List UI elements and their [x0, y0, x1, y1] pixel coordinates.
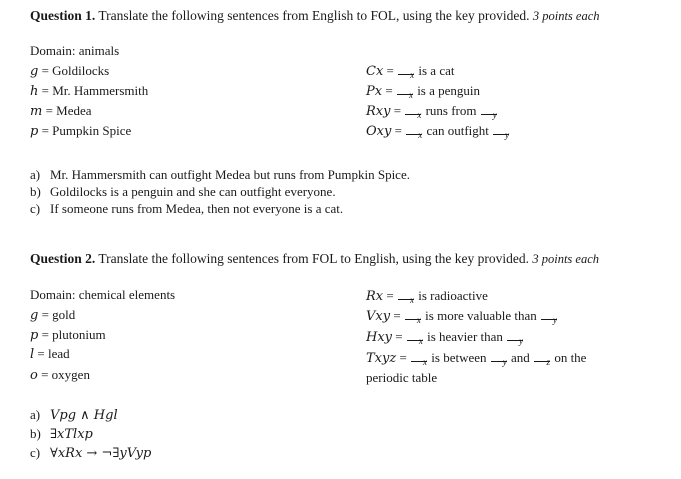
- q1-title: [30, 8, 600, 24]
- q2-item-b: [30, 426, 93, 442]
- q2-title: [30, 251, 599, 267]
- predicate-text: is between: [431, 350, 487, 365]
- q2-predicate-r: [366, 288, 488, 304]
- item-marker: b): [30, 184, 41, 199]
- q1-predicate-c: [366, 63, 454, 79]
- constant-name: Mr. Hammersmith: [52, 83, 149, 98]
- predicate-symbol: Cx: [366, 64, 384, 79]
- predicate-text: runs from: [425, 103, 477, 118]
- item-marker: c): [30, 445, 41, 460]
- q1-domain: Domain: animals: [30, 43, 120, 58]
- constant-name: lead: [48, 346, 70, 361]
- equals-sign: =: [45, 103, 53, 118]
- blank-variable: x: [423, 357, 428, 367]
- equals-sign: =: [393, 103, 402, 118]
- item-marker: a): [30, 167, 41, 182]
- q2-predicate-h: [366, 329, 524, 345]
- predicate-symbol: Oxy: [366, 124, 392, 139]
- equals-sign: =: [41, 367, 49, 382]
- predicate-symbol: Px: [366, 84, 383, 99]
- q1-constant-h: [30, 83, 148, 99]
- constant-name: plutonium: [52, 327, 106, 342]
- item-marker: a): [30, 407, 41, 422]
- predicate-text: is radioactive: [418, 288, 488, 303]
- blank-variable: x: [418, 336, 423, 346]
- constant-symbol: g: [30, 64, 39, 79]
- blank-variable: y: [552, 315, 557, 325]
- item-formula: Vpg ∧ Hgl: [50, 408, 118, 423]
- predicate-text: is a penguin: [417, 83, 481, 98]
- equals-sign: =: [41, 327, 49, 342]
- q2-label: Question 2.: [30, 251, 96, 266]
- constant-symbol: l: [30, 347, 35, 362]
- blank-slot: [507, 331, 524, 346]
- q1-constant-m: [30, 103, 92, 119]
- item-text: If someone runs from Medea, then not everyone is a cat.: [50, 201, 344, 216]
- predicate-text: is more valuable than: [425, 308, 537, 323]
- predicate-symbol: Txyz: [366, 351, 397, 366]
- blank-variable: x: [409, 295, 414, 305]
- q1-points: 3 points each: [532, 9, 600, 23]
- predicate-text: can outfight: [426, 123, 489, 138]
- predicate-symbol: Hxy: [366, 330, 393, 345]
- blank-slot: [405, 105, 422, 120]
- item-marker: c): [30, 201, 41, 216]
- q2-domain: Domain: chemical elements: [30, 287, 176, 302]
- q1-constant-p: [30, 123, 131, 139]
- constant-symbol: m: [30, 104, 43, 119]
- equals-sign: =: [41, 63, 49, 78]
- item-text: Goldilocks is a penguin and she can outfight everyone.: [50, 184, 336, 199]
- equals-sign: =: [386, 63, 394, 78]
- equals-sign: =: [41, 83, 49, 98]
- q2-predicate-t: [366, 350, 586, 366]
- q2-constant-g: [30, 307, 75, 323]
- blank-slot: [406, 125, 423, 140]
- blank-slot: [405, 310, 421, 325]
- blank-slot: [397, 85, 413, 100]
- q1-predicate-p: [366, 83, 480, 99]
- constant-name: gold: [52, 307, 76, 322]
- blank-variable: x: [416, 315, 421, 325]
- blank-variable: y: [492, 110, 497, 120]
- predicate-symbol: Vxy: [366, 309, 391, 324]
- equals-sign: =: [385, 83, 393, 98]
- q1-item-b: [30, 184, 336, 200]
- predicate-text: is heavier than: [427, 329, 503, 344]
- q2-constant-o: [30, 367, 90, 383]
- blank-slot: [541, 310, 557, 325]
- blank-slot: [481, 105, 497, 120]
- predicate-text: and: [511, 350, 530, 365]
- blank-variable: y: [505, 130, 510, 140]
- item-text: Mr. Hammersmith can outfight Medea but runs from Pumpkin Spice.: [50, 167, 410, 182]
- constant-symbol: p: [30, 328, 39, 343]
- q2-constant-l: [30, 346, 70, 362]
- q2-predicate-v: [366, 308, 558, 324]
- equals-sign: =: [399, 350, 407, 365]
- constant-symbol: h: [30, 84, 39, 99]
- equals-sign: =: [41, 123, 49, 138]
- constant-symbol: o: [30, 368, 38, 383]
- q1-item-a: [30, 167, 410, 183]
- item-marker: b): [30, 426, 41, 441]
- equals-sign: =: [41, 307, 49, 322]
- blank-variable: y: [502, 357, 507, 367]
- constant-name: Medea: [56, 103, 92, 118]
- constant-symbol: p: [30, 124, 39, 139]
- blank-variable: x: [410, 70, 415, 80]
- blank-slot: [398, 65, 415, 80]
- equals-sign: =: [37, 346, 45, 361]
- constant-name: Goldilocks: [52, 63, 110, 78]
- blank-variable: x: [418, 130, 423, 140]
- constant-symbol: g: [30, 308, 39, 323]
- blank-variable: y: [519, 336, 524, 346]
- q2-points: 3 points each: [532, 252, 600, 266]
- equals-sign: =: [393, 308, 401, 323]
- q2-item-c: [30, 445, 151, 461]
- q2-instruction: Translate the following sentences from FOL to English, using the key provided.: [98, 251, 529, 266]
- blank-slot: [491, 352, 507, 367]
- blank-variable: z: [546, 357, 551, 367]
- blank-slot: [493, 125, 510, 140]
- item-formula: ∃xTlxp: [50, 427, 93, 442]
- q1-constant-g: [30, 63, 109, 79]
- blank-slot: [407, 331, 423, 346]
- predicate-symbol: Rx: [366, 289, 384, 304]
- equals-sign: =: [386, 288, 394, 303]
- blank-variable: x: [417, 110, 422, 120]
- constant-name: Pumpkin Spice: [52, 123, 132, 138]
- q1-label: Question 1.: [30, 8, 96, 23]
- blank-slot: [534, 352, 551, 367]
- q2-item-a: [30, 407, 118, 423]
- constant-name: oxygen: [51, 367, 90, 382]
- item-formula: ∀xRx → ¬∃yVyp: [50, 446, 152, 461]
- equals-sign: =: [395, 329, 403, 344]
- q2-constant-p: [30, 327, 106, 343]
- q1-predicate-o: [366, 123, 510, 139]
- predicate-text: on the: [554, 350, 587, 365]
- q1-item-c: [30, 201, 343, 217]
- blank-variable: x: [408, 90, 413, 100]
- predicate-symbol: Rxy: [366, 104, 391, 119]
- q2-predicate-t-continuation: periodic table: [366, 370, 438, 385]
- q1-predicate-r: [366, 103, 498, 119]
- predicate-text: is a cat: [418, 63, 455, 78]
- blank-slot: [398, 290, 414, 305]
- blank-slot: [411, 352, 428, 367]
- q1-instruction: Translate the following sentences from English to FOL, using the key provided.: [98, 8, 530, 23]
- equals-sign: =: [394, 123, 402, 138]
